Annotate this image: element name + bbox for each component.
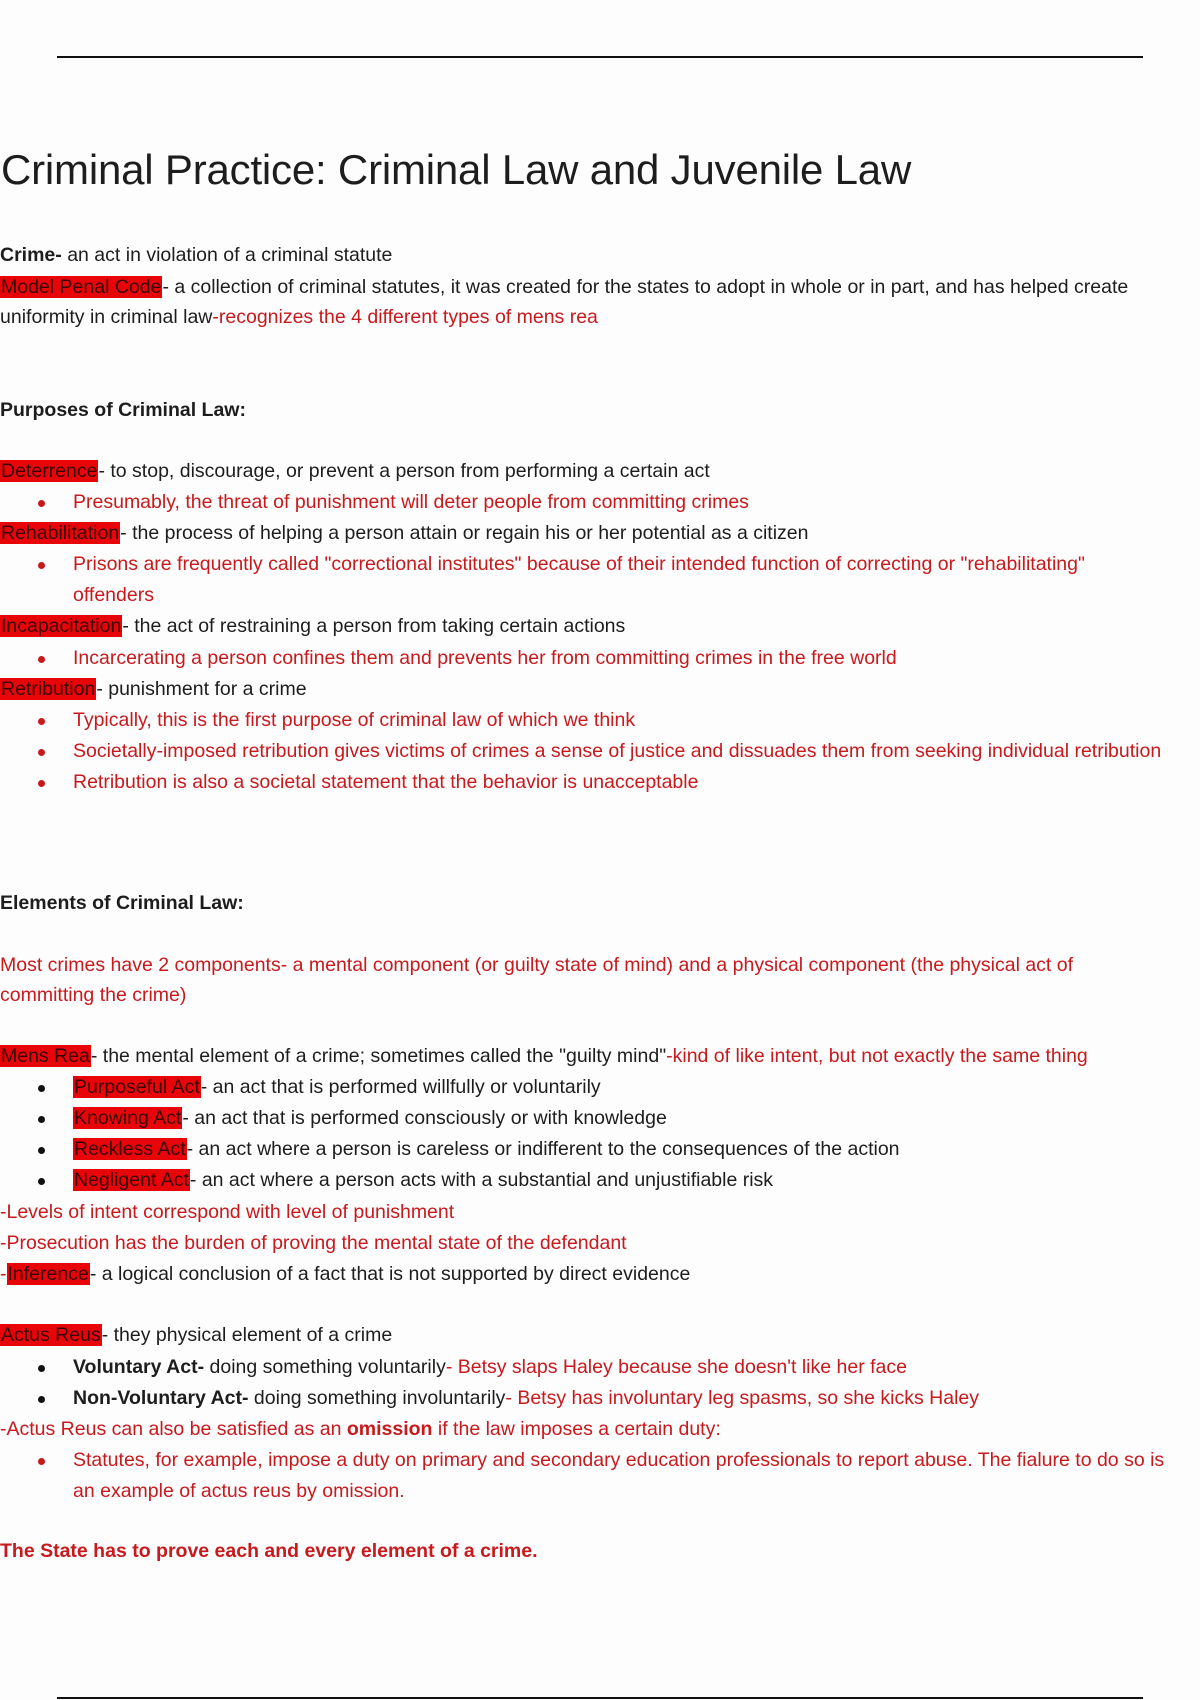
omission-c: if the law imposes a certain duty: [432, 1418, 721, 1440]
retrib-term: Retribution [1, 678, 96, 700]
bullet-icon [38, 1396, 45, 1403]
reckless-term: Reckless Act [74, 1138, 186, 1160]
crime-definition [0, 240, 392, 271]
list-item [0, 1383, 1200, 1414]
header-rule [57, 56, 1143, 58]
mpc-definition-line1 [0, 272, 1128, 303]
purposes-heading: Purposes of Criminal Law: [0, 399, 246, 421]
actus-def: - they physical element of a crime [101, 1324, 393, 1346]
voluntary-def: doing something voluntarily [204, 1356, 446, 1378]
bullet-icon [38, 749, 45, 756]
list-item [0, 1352, 1200, 1383]
voluntary-term: Voluntary Act- [73, 1356, 205, 1378]
statutes-line2: an example of actus reus by omission. [73, 1480, 405, 1502]
bullet-icon [38, 1085, 45, 1092]
deterrence-bullet-1: Presumably, the threat of punishment will deter people from committing crimes [73, 491, 749, 513]
statutes-line1: Statutes, for example, impose a duty on primary and secondary education professionals to report abuse. The fialure to do so is [73, 1449, 1165, 1471]
incap-bullet-1: Incarcerating a person confines them and prevents her from committing crimes in the free world [73, 647, 897, 669]
deterrence-def: - to stop, discourage, or prevent a person from performing a certain act [98, 460, 710, 482]
retrib-bullet-3: Retribution is also a societal statement that the behavior is unacceptable [73, 771, 699, 793]
conclusion: The State has to prove each and every element of a crime. [0, 1540, 538, 1562]
incap-def: - the act of restraining a person from taking certain actions [122, 615, 626, 637]
crime-def: an act in violation of a criminal statute [61, 244, 393, 266]
deterrence-definition [0, 456, 710, 487]
list-item [0, 643, 1200, 674]
mensrea-def: - the mental element of a crime; sometimes called the "guilty mind" [90, 1045, 667, 1067]
rehab-definition [0, 518, 809, 549]
purposeful-term: Purposeful Act [74, 1076, 200, 1098]
purposeful-def: - an act that is performed willfully or voluntarily [200, 1076, 601, 1098]
list-item-continuation [0, 580, 1200, 611]
footer-rule [57, 1697, 1143, 1699]
page-title: Criminal Practice: Criminal Law and Juvenile Law [1, 146, 912, 193]
list-item [0, 1445, 1200, 1476]
mensrea-term: Mens Rea [1, 1045, 90, 1067]
rehab-term: Rehabilitation [1, 522, 120, 544]
list-item [0, 1165, 1200, 1196]
actus-term: Actus Reus [1, 1324, 101, 1346]
bullet-icon [38, 1365, 45, 1372]
elements-intro-line2: committing the crime) [0, 984, 187, 1006]
knowing-term: Knowing Act [74, 1107, 182, 1129]
omission-a: -Actus Reus can also be satisfied as an [0, 1418, 347, 1440]
list-item [0, 736, 1200, 767]
retrib-bullet-1: Typically, this is the first purpose of criminal law of which we think [73, 709, 636, 731]
prosecution-note: -Prosecution has the burden of proving the mental state of the defendant [0, 1232, 627, 1254]
mpc-def-line1: - a collection of criminal statutes, it was created for the states to adopt in whole or in part, and has helped create [162, 276, 1129, 298]
rehab-bullet-1b: offenders [73, 584, 154, 606]
incap-definition [0, 611, 625, 642]
mpc-definition-line2 [0, 302, 598, 333]
inference-def: - a logical conclusion of a fact that is not supported by direct evidence [89, 1263, 691, 1285]
mensrea-note: -kind of like intent, but not exactly the same thing [666, 1045, 1088, 1067]
bullet-icon [38, 780, 45, 787]
levels-note: -Levels of intent correspond with level of punishment [0, 1201, 455, 1223]
bullet-icon [38, 1178, 45, 1185]
voluntary-example: - Betsy slaps Haley because she doesn't like her face [445, 1356, 907, 1378]
list-item [0, 1072, 1200, 1103]
mpc-term: Model Penal Code [1, 276, 162, 298]
list-item [0, 549, 1200, 580]
elements-heading: Elements of Criminal Law: [0, 892, 244, 914]
list-item [0, 705, 1200, 736]
crime-term: Crime- [0, 244, 62, 266]
retrib-bullet-2: Societally-imposed retribution gives victims of crimes a sense of justice and dissuades them from seeking individual retribution [73, 740, 1162, 762]
bullet-icon [38, 718, 45, 725]
retrib-definition [0, 674, 307, 705]
elements-intro-line1: Most crimes have 2 components- a mental component (or guilty state of mind) and a physical component (the physical act of [0, 954, 1074, 976]
list-item [0, 1103, 1200, 1134]
knowing-def: - an act that is performed consciously or with knowledge [182, 1107, 667, 1129]
incap-term: Incapacitation [1, 615, 122, 637]
bullet-icon [38, 1147, 45, 1154]
actus-definition [0, 1320, 392, 1351]
bullet-icon [38, 656, 45, 663]
bullet-icon [38, 1116, 45, 1123]
nonvol-example: - Betsy has involuntary leg spasms, so she kicks Haley [505, 1387, 980, 1409]
inference-term: Inference [7, 1263, 89, 1285]
omission-note [0, 1414, 721, 1445]
list-item [0, 767, 1200, 798]
omission-b: omission [346, 1418, 433, 1440]
negligent-def: - an act where a person acts with a substantial and unjustifiable risk [189, 1169, 774, 1191]
mensrea-definition [0, 1041, 1088, 1072]
bullet-icon [38, 1458, 45, 1465]
inference-definition [0, 1259, 690, 1290]
list-item-continuation [0, 1476, 1200, 1507]
list-item [0, 487, 1200, 518]
bullet-icon [38, 500, 45, 507]
deterrence-term: Deterrence [1, 460, 98, 482]
negligent-term: Negligent Act [74, 1169, 189, 1191]
reckless-def: - an act where a person is careless or indifferent to the consequences of the action [186, 1138, 900, 1160]
nonvol-def: doing something involuntarily [248, 1387, 506, 1409]
mpc-note: -recognizes the 4 different types of mens rea [212, 306, 598, 328]
bullet-icon [38, 562, 45, 569]
mpc-def-line2: uniformity in criminal law [0, 306, 213, 328]
inference-dash: - [0, 1263, 7, 1285]
rehab-def: - the process of helping a person attain or regain his or her potential as a citizen [120, 522, 809, 544]
retrib-def: - punishment for a crime [96, 678, 307, 700]
list-item [0, 1134, 1200, 1165]
rehab-bullet-1a: Prisons are frequently called "correctional institutes" because of their intended function of correcting or "rehabilitating" [73, 553, 1085, 575]
nonvol-term: Non-Voluntary Act- [73, 1387, 249, 1409]
